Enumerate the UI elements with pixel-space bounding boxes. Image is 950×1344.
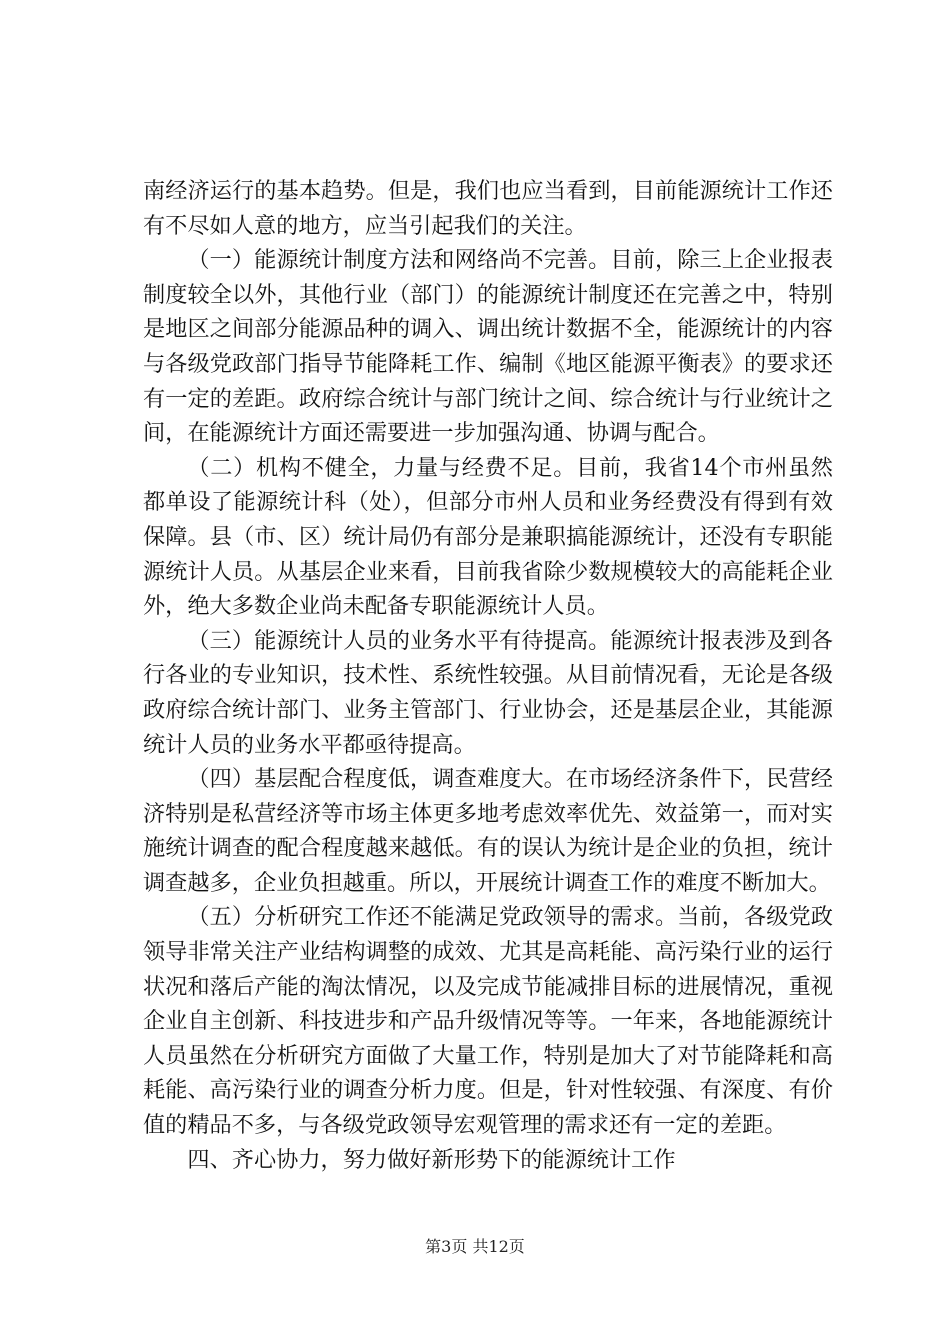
paragraph-item-5: （五）分析研究工作还不能满足党政领导的需求。当前，各级党政领导非常关注产业结构调整的成效、尤其是高耗能、高污染行业的运行状况和落后产能的淘汰情况，以及完成节能减排目标的进展情况，重视企业自主创新、科技进步和产品升级情况等等。一年来，各地能源统计人员虽然在分析研究方面做了大量工作，特别是加大了对节能降耗和高耗能、高污染行业的调查分析力度。但是，针对性较强、有深度、有价值的精品不多，与各级党政领导宏观管理的需求还有一定的差距。 [143,904,833,1139]
paragraph-item-4: （四）基层配合程度低，调查难度大。在市场经济条件下，民营经济特别是私营经济等市场主体更多地考虑效率优先、效益第一，而对实施统计调查的配合程度越来越低。有的误认为统计是企业的负担，统计调查越多，企业负担越重。所以，开展统计调查工作的难度不断加大。 [143,766,833,896]
paragraph-item-3: （三）能源统计人员的业务水平有待提高。能源统计报表涉及到各行各业的专业知识，技术性、系统性较强。从目前情况看，无论是各级政府综合统计部门、业务主管部门、行业协会，还是基层企业，其能源统计人员的业务水平都亟待提高。 [143,627,833,758]
document-body [143,174,833,1177]
section-heading: 四、齐心协力，努力做好新形势下的能源统计工作 [187,1146,676,1173]
paragraph-item-1: （一）能源统计制度方法和网络尚不完善。目前，除三上企业报表制度较全以外，其他行业（部门）的能源统计制度还在完善之中，特别是地区之间部分能源品种的调入、调出统计数据不全，能源统计的内容与各级党政部门指导节能降耗工作、编制《地区能源平衡表》的要求还有一定的差距。政府综合统计与部门统计之间、综合统计与行业统计之间，在能源统计方面还需要进一步加强沟通、协调与配合。 [143,247,833,447]
paragraph-item-2: （二）机构不健全，力量与经费不足。目前，我省14个市州虽然都单设了能源统计科（处），但部分市州人员和业务经费没有得到有效保障。县（市、区）统计局仍有部分是兼职搞能源统计，还没有专职能源统计人员。从基层企业来看，目前我省除少数规模较大的高能耗企业外，绝大多数企业尚未配备专职能源统计人员。 [143,454,833,620]
page-footer: 第3页 共12页 [425,1237,525,1256]
paragraph-continuation: 南经济运行的基本趋势。但是，我们也应当看到，目前能源统计工作还有不尽如人意的地方，应当引起我们的关注。 [143,178,833,239]
